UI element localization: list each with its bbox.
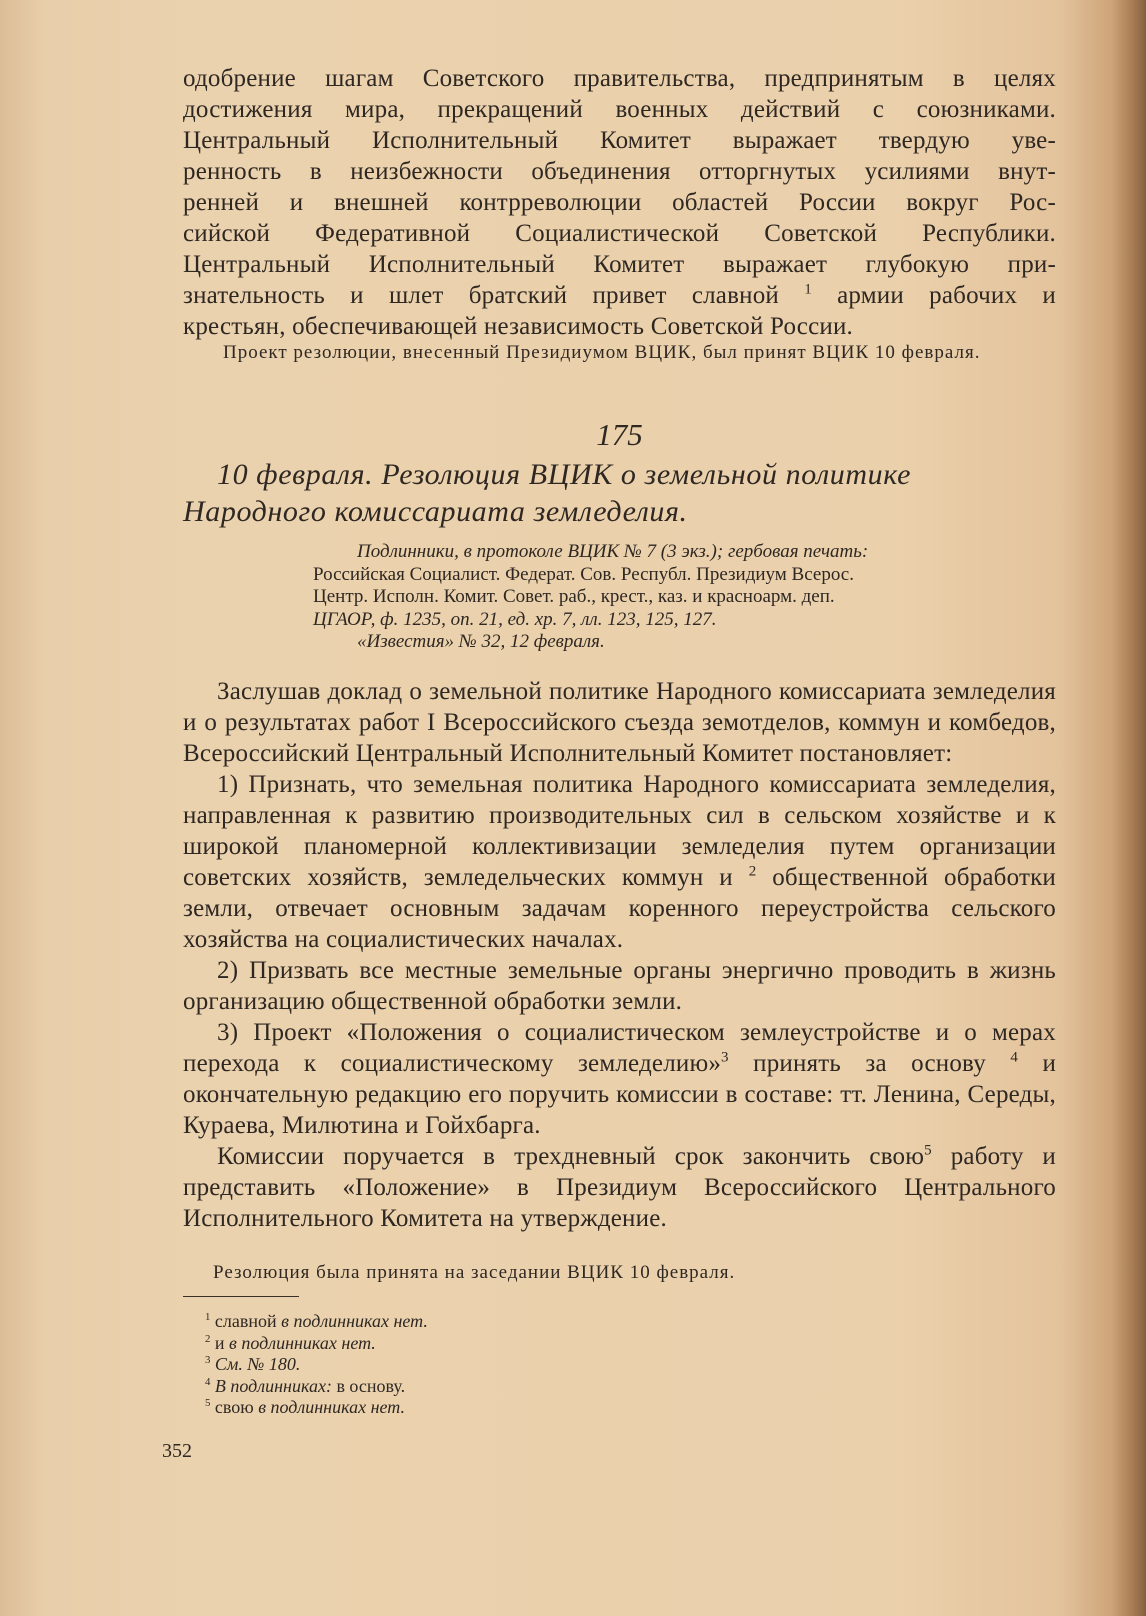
line: сийской Федеративной Социалистической Советской Республики. bbox=[183, 220, 1056, 247]
footnote-note: в подлинниках нет. bbox=[229, 1332, 376, 1353]
sources-line-3: Центр. Исполн. Комит. Совет. раб., крест., каз. и красноарм. деп. bbox=[313, 586, 835, 607]
line: крестьян, обеспечивающей независимость Советской России. bbox=[183, 313, 853, 340]
footnote-word: В подлинниках: bbox=[214, 1375, 332, 1396]
sources-line-5: «Известия» № 32, 12 февраля. bbox=[357, 631, 605, 652]
document-number-block bbox=[183, 417, 1056, 453]
footnote-ref-1: 1 bbox=[804, 281, 812, 298]
point-3-text-c: и окончательную редакцию его поручить комиссии в составе: тт. Ленина, Середы, Кураева, Милютина и Гойхбарга. bbox=[183, 1050, 1057, 1139]
point-3-text-b: принять за основу bbox=[753, 1050, 986, 1077]
footnote-mark: 5 bbox=[205, 1397, 211, 1409]
line: ренней и внешней контрреволюции областей России вокруг Рос- bbox=[183, 189, 1056, 216]
footnote-note: в подлинниках нет. bbox=[258, 1397, 405, 1417]
footnote-5 bbox=[205, 1397, 805, 1419]
project-note-text: Проект резолюции, внесенный Президиумом ВЦИК, был принят ВЦИК 10 февраля. bbox=[223, 342, 981, 363]
point-1-text-b: общественной обработки земли, отвечает основным задачам коренного переустройства сельского хозяйства на социалистических началах. bbox=[183, 864, 1057, 953]
line: армии рабочих и bbox=[837, 282, 1056, 309]
project-note bbox=[183, 342, 1056, 364]
sources-line-1: Подлинники, в протоколе ВЦИК № 7 (3 экз.); гербовая печать: bbox=[357, 541, 869, 562]
point-1-text-a: 1) Признать, что земельная политика Народного комиссариата земледелия, направленная к развитию производительных сил в сельском хозяйстве и к широкой планомерной коллективизации земледелия путем организации советских хозяйств, земледельческих коммун и bbox=[183, 771, 1056, 891]
line: достижения мира, прекращений военных действий с союзниками. bbox=[183, 96, 1056, 123]
footnote-word: славной bbox=[214, 1311, 277, 1331]
footnote-note: См. № 180. bbox=[214, 1354, 301, 1374]
line: одобрение шагам Советского правительства, предпринятым в целях bbox=[183, 65, 1056, 92]
resolution-body bbox=[183, 676, 1056, 1234]
footnote-word: свою bbox=[214, 1397, 254, 1417]
footnote-4 bbox=[205, 1376, 805, 1398]
document-number: 175 bbox=[596, 417, 643, 452]
resolution-intro: Заслушав доклад о земельной политике Народного комиссариата земледелия и о результатах работ I Всероссийского съезда земотделов, коммун и комбедов, Всероссийский Центральный Исполнительный Комитет постановляет: bbox=[183, 678, 1056, 767]
page-fold-shadow bbox=[1112, 0, 1146, 1616]
adopted-note bbox=[183, 1262, 1056, 1284]
sources-line-2: Российская Социалист. Федерат. Сов. Республ. Президиум Всерос. bbox=[313, 563, 854, 585]
footnote-note: в основу. bbox=[336, 1375, 406, 1396]
footnote-3 bbox=[205, 1354, 805, 1376]
footnote-mark: 4 bbox=[205, 1375, 211, 1388]
line: Центральный Исполнительный Комитет выражает глубокую при- bbox=[183, 251, 1056, 278]
line: ренность в неизбежности объединения отторгнутых усилиями внут- bbox=[183, 158, 1056, 185]
document-title-block bbox=[183, 456, 1056, 530]
point-3-text-a: 3) Проект «Положения о социалистическом землеустройстве и о мерах перехода к социалистическому земледелию» bbox=[183, 1019, 1056, 1077]
footnote-1 bbox=[205, 1311, 805, 1333]
footnote-mark: 1 bbox=[205, 1311, 211, 1323]
top-paragraph bbox=[183, 63, 1056, 342]
sources-line-4: ЦГАОР, ф. 1235, оп. 21, ед. хр. 7, лл. 123, 125, 127. bbox=[313, 608, 717, 630]
document-title: 10 февраля. Резолюция ВЦИК о земельной политике Народного комиссариата земледелия. bbox=[183, 458, 912, 528]
point-4-text-a: Комиссии поручается в трехдневный срок закончить свою bbox=[217, 1143, 925, 1170]
footnote-word: и bbox=[214, 1332, 225, 1353]
resolution-point-4 bbox=[183, 1141, 1056, 1234]
line: Центральный Исполнительный Комитет выражает твердую уве- bbox=[183, 127, 1056, 154]
adopted-note-text: Резолюция была принята на заседании ВЦИК 10 февраля. bbox=[213, 1262, 736, 1283]
footnote-note: в подлинниках нет. bbox=[281, 1311, 428, 1331]
resolution-point-2: 2) Призвать все местные земельные органы энергично проводить в жизнь организацию общественной обработки земли. bbox=[183, 957, 1056, 1015]
footnote-ref-5: 5 bbox=[924, 1142, 932, 1159]
footnote-mark: 3 bbox=[205, 1354, 211, 1366]
footnote-mark: 2 bbox=[205, 1332, 211, 1345]
page-number: 352 bbox=[162, 1440, 192, 1462]
footnote-divider bbox=[183, 1296, 299, 1297]
footnote-ref-2: 2 bbox=[748, 863, 757, 880]
sources-block bbox=[313, 541, 1056, 654]
resolution-point-1 bbox=[183, 769, 1056, 955]
footnote-ref-4: 4 bbox=[1010, 1049, 1019, 1066]
footnote-ref-3: 3 bbox=[721, 1049, 729, 1066]
resolution-point-3 bbox=[183, 1017, 1056, 1141]
footnotes bbox=[205, 1311, 805, 1419]
footnote-2 bbox=[205, 1333, 805, 1355]
point-4-text-b: работу и представить «Положение» в Президиум Всероссийского Центрального Исполнительного Комитета на утверждение. bbox=[183, 1143, 1057, 1232]
line: знательность и шлет братский привет славной bbox=[183, 282, 779, 309]
